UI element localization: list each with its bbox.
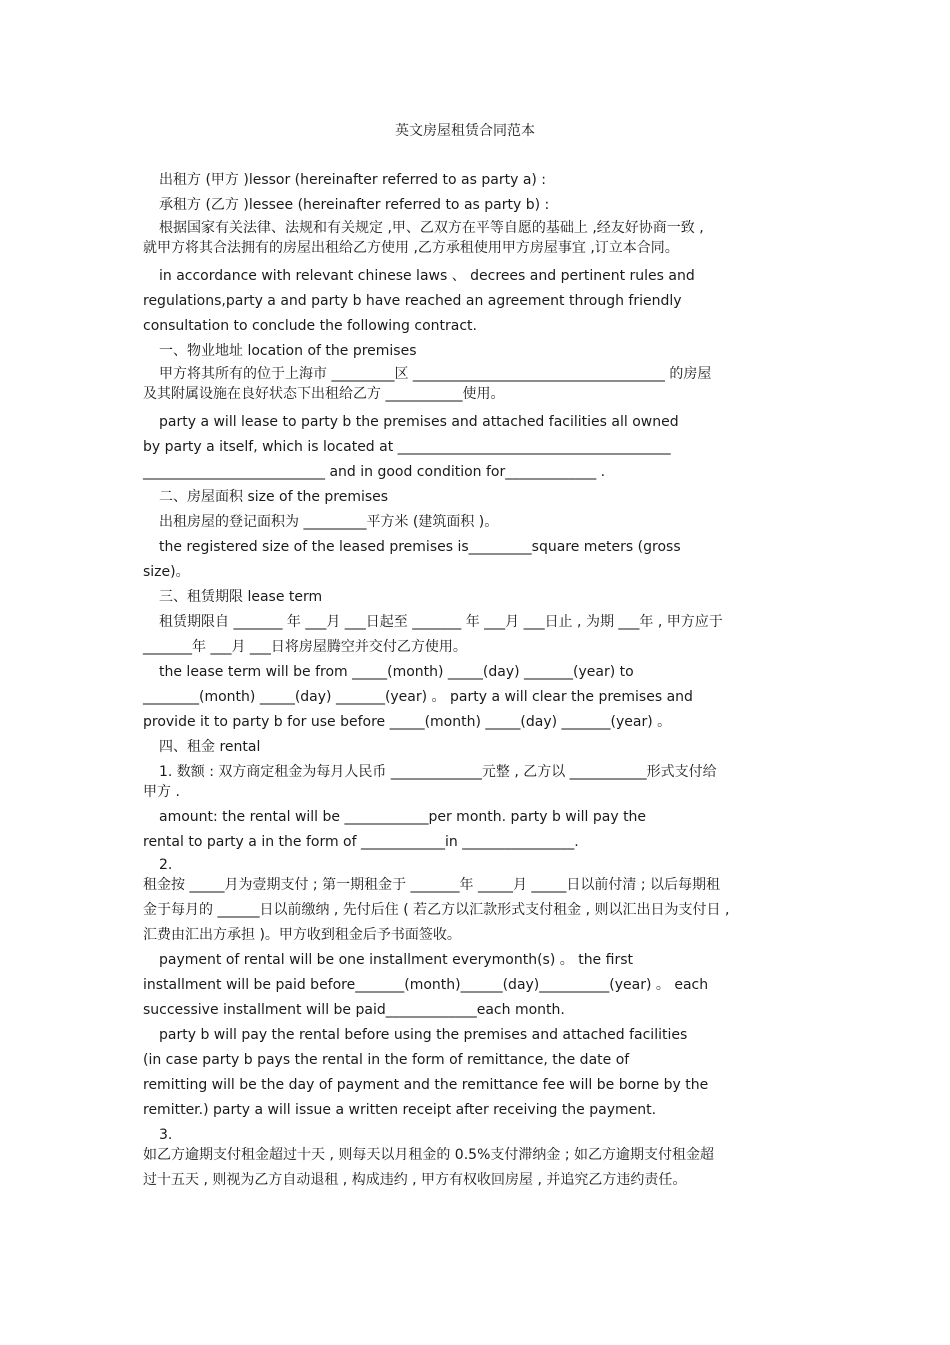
- section-heading: 二、房屋面积 size of the premises: [159, 489, 389, 505]
- paragraph-line: 租赁期限自 _______ 年 ___月 ___日起至 _______ 年 ___月 ___日止 , 为期 ___年 , 甲方应于: [159, 614, 723, 630]
- paragraph-line: remitter.) party a will issue a written receipt after receiving the payment.: [143, 1102, 657, 1118]
- paragraph-line: (in case party b pays the rental in the form of remittance, the date of: [143, 1052, 630, 1068]
- paragraph-line: 汇费由汇出方承担 )。甲方收到租金后予书面签收。: [143, 927, 461, 943]
- paragraph-line: payment of rental will be one installment everymonth(s) 。 the first: [159, 952, 633, 968]
- section-heading: 三、租赁期限 lease term: [159, 589, 323, 605]
- paragraph-line: 租金按 _____月为壹期支付 ; 第一期租金于 _______年 _____月 _____日以前付清 ; 以后每期租: [143, 877, 721, 893]
- paragraph-line: party a will lease to party b the premises and attached facilities all owned: [159, 414, 679, 430]
- paragraph-line: installment will be paid before_______(month)______(day)__________(year) 。 each: [143, 977, 709, 993]
- paragraph-line: 甲方将其所有的位于上海市 _________区 ____________________________________ 的房屋: [159, 366, 712, 382]
- paragraph-line: party b will pay the rental before using the premises and attached facilities: [159, 1027, 688, 1043]
- page-title: 英文房屋租赁合同范本: [395, 123, 535, 139]
- paragraph-line: __________________________ and in good condition for_____________ .: [143, 464, 606, 480]
- paragraph-line: in accordance with relevant chinese laws 、 decrees and pertinent rules and: [159, 268, 695, 284]
- paragraph-line: 就甲方将其合法拥有的房屋出租给乙方使用 ,乙方承租使用甲方房屋事宜 ,订立本合同。: [143, 240, 679, 256]
- paragraph-line: size)。: [143, 564, 190, 580]
- paragraph-line: the registered size of the leased premises is_________square meters (gross: [159, 539, 681, 555]
- document-body: [143, 170, 813, 1190]
- paragraph-line: by party a itself, which is located at _______________________________________: [143, 439, 671, 455]
- section-heading: 四、租金 rental: [159, 739, 261, 755]
- paragraph-line: the lease term will be from _____(month) _____(day) _______(year) to: [159, 664, 634, 680]
- paragraph-line: 根据国家有关法律、法规和有关规定 ,甲、乙双方在平等自愿的基础上 ,经友好协商一致 ,: [159, 220, 704, 236]
- paragraph-line: ________(month) _____(day) _______(year) 。 party a will clear the premises and: [143, 689, 693, 705]
- paragraph-line: successive installment will be paid_____________each month.: [143, 1002, 565, 1018]
- paragraph-line: 1. 数额 : 双方商定租金为每月人民币 _____________元整 , 乙方以 ___________形式支付给: [159, 764, 717, 780]
- paragraph-line: 2.: [159, 857, 173, 873]
- paragraph-line: 出租房屋的登记面积为 _________平方米 (建筑面积 )。: [159, 514, 499, 530]
- paragraph-line: 如乙方逾期支付租金超过十天 , 则每天以月租金的 0.5%支付滞纳金 ; 如乙方逾期支付租金超: [143, 1147, 714, 1163]
- section-heading: 一、物业地址 location of the premises: [159, 343, 417, 359]
- paragraph-line: 过十五天 , 则视为乙方自动退租 , 构成违约 , 甲方有权收回房屋 , 并追究乙方违约责任。: [143, 1172, 687, 1188]
- paragraph-line: regulations,party a and party b have reached an agreement through friendly: [143, 293, 682, 309]
- paragraph-line: 甲方 .: [143, 784, 180, 800]
- paragraph-line: 金于每月的 ______日以前缴纳 , 先付后住 ( 若乙方以汇款形式支付租金 , 则以汇出日为支付日 ,: [143, 902, 730, 918]
- paragraph-line: 及其附属设施在良好状态下出租给乙方 ___________使用。: [143, 386, 505, 402]
- paragraph-line: rental to party a in the form of ____________in ________________.: [143, 834, 579, 850]
- paragraph-line: provide it to party b for use before _____(month) _____(day) _______(year) 。: [143, 714, 672, 730]
- paragraph-line: remitting will be the day of payment and the remittance fee will be borne by the: [143, 1077, 709, 1093]
- paragraph-line: 3.: [159, 1127, 173, 1143]
- paragraph-line: amount: the rental will be ____________per month. party b will pay the: [159, 809, 647, 825]
- party-b-line: 承租方 (乙方 )lessee (hereinafter referred to as party b) :: [159, 197, 550, 213]
- paragraph-line: _______年 ___月 ___日将房屋腾空并交付乙方使用。: [143, 639, 467, 655]
- party-a-line: 出租方 (甲方 )lessor (hereinafter referred to as party a) :: [159, 172, 547, 188]
- paragraph-line: consultation to conclude the following contract.: [143, 318, 477, 334]
